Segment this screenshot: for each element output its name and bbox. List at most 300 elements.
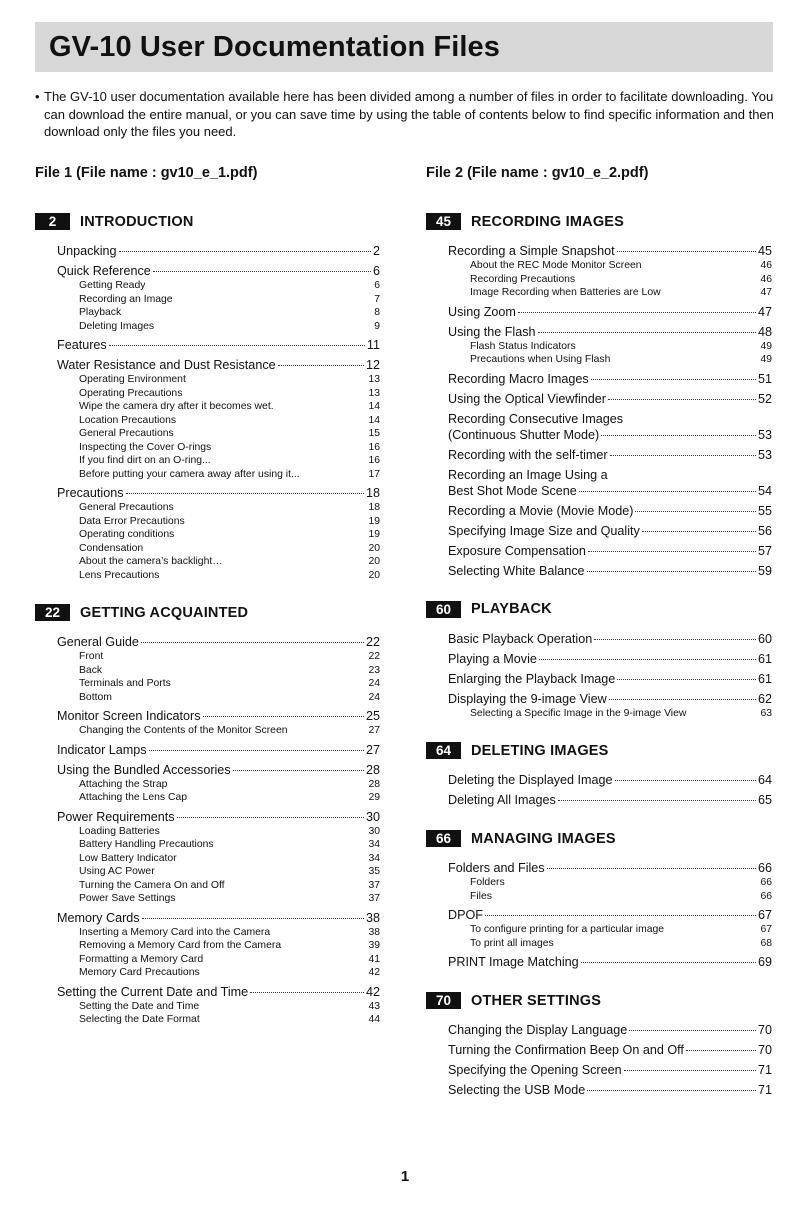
- section-header: [35, 213, 380, 230]
- entry-label: Setting the Current Date and Time: [57, 984, 249, 999]
- toc-entry[interactable]: [57, 708, 380, 738]
- toc-subentry[interactable]: [79, 414, 380, 428]
- section-number-badge: 2: [35, 213, 70, 230]
- entry-page: 18: [365, 486, 380, 500]
- toc-subentry[interactable]: [79, 677, 380, 691]
- section-title: GETTING ACQUAINTED: [80, 604, 249, 621]
- toc-entry[interactable]: [448, 772, 772, 788]
- toc-entry[interactable]: [448, 447, 772, 463]
- entry-row: [57, 809, 380, 825]
- toc-entry[interactable]: [448, 563, 772, 579]
- subentry-label: About the camera’s backlight…: [79, 556, 223, 567]
- subentry-page: 24: [368, 691, 380, 703]
- entry-label: Displaying the 9-image View: [448, 691, 607, 706]
- subentry-page: 46: [760, 273, 772, 285]
- toc-subentry[interactable]: [79, 838, 380, 852]
- entry-row: [448, 651, 772, 667]
- subentry-page: 37: [368, 879, 380, 891]
- entry-label-line1: Recording Consecutive Images: [448, 411, 624, 426]
- subentry-page: 19: [368, 515, 380, 527]
- subentry-page: 27: [368, 725, 380, 736]
- entry-row: [448, 483, 772, 499]
- toc-entry[interactable]: [57, 357, 380, 481]
- dot-leader: [635, 511, 756, 512]
- entry-page: 52: [757, 391, 772, 406]
- subentry-list: [57, 724, 380, 738]
- toc-subentry[interactable]: [79, 650, 380, 664]
- entry-page: 61: [757, 671, 772, 686]
- toc-subentry[interactable]: [79, 778, 380, 792]
- toc-entry[interactable]: [448, 243, 772, 300]
- entry-page: 28: [365, 762, 380, 777]
- entry-label: Selecting White Balance: [448, 563, 585, 578]
- toc-section: [426, 213, 772, 579]
- subentry-label: Recording Precautions: [470, 273, 576, 285]
- toc-subentry[interactable]: [79, 293, 380, 307]
- subentry-page: 15: [368, 428, 380, 439]
- subentry-page: 16: [368, 455, 380, 466]
- subentry-label: Turning the Camera On and Off: [79, 879, 225, 891]
- toc-entry[interactable]: [448, 907, 772, 950]
- toc-entry[interactable]: [57, 485, 380, 582]
- entry-label: Quick Reference: [57, 264, 151, 278]
- dot-leader: [617, 679, 756, 680]
- dot-leader: [278, 365, 364, 366]
- subentry-page: 63: [760, 707, 772, 719]
- section-number-badge: 66: [426, 830, 461, 847]
- entry-page: 27: [365, 742, 380, 757]
- subentry-label: Terminals and Ports: [79, 678, 171, 689]
- section-header: [426, 992, 772, 1009]
- subentry-label: Memory Card Precautions: [79, 967, 200, 978]
- toc-entry[interactable]: [57, 337, 380, 353]
- entry-row: [448, 907, 772, 923]
- subentry-page: 49: [760, 354, 772, 365]
- entry-label: Using the Optical Viewfinder: [448, 391, 606, 406]
- entry-row: [448, 243, 772, 259]
- entry-label: Precautions: [57, 486, 124, 500]
- entry-row: [448, 792, 772, 808]
- entry-row: [57, 243, 380, 259]
- entry-row: [448, 1022, 772, 1038]
- toc-subentry[interactable]: [470, 923, 772, 937]
- toc-entry[interactable]: [448, 324, 772, 367]
- dot-leader: [591, 379, 756, 380]
- entry-page: 12: [365, 358, 380, 372]
- toc-subentry[interactable]: [79, 555, 380, 569]
- entry-row: [57, 337, 380, 353]
- dot-leader: [594, 639, 756, 640]
- subentry-label: Before putting your camera away after using it...: [79, 468, 300, 480]
- entry-label: General Guide: [57, 635, 139, 649]
- toc-subentry[interactable]: [79, 542, 380, 556]
- subentry-label: Operating conditions: [79, 529, 175, 540]
- entry-label: Indicator Lamps: [57, 742, 147, 757]
- subentry-list: [448, 259, 772, 300]
- toc-entry[interactable]: [57, 634, 380, 704]
- dot-leader: [617, 251, 756, 252]
- subentry-page: 20: [368, 542, 380, 554]
- entry-page: 2: [372, 244, 380, 258]
- subentry-page: 68: [760, 937, 772, 949]
- dot-leader: [601, 435, 756, 436]
- entry-page: 64: [757, 773, 772, 787]
- entry-label: Power Requirements: [57, 809, 175, 824]
- subentry-label: Operating Precautions: [79, 387, 183, 399]
- subentry-label: Setting the Date and Time: [79, 1000, 200, 1012]
- entry-row: [448, 1042, 772, 1058]
- subentry-page: 20: [368, 569, 380, 581]
- dot-leader: [126, 493, 364, 494]
- toc-entry[interactable]: [448, 304, 772, 320]
- entry-page: 55: [757, 503, 772, 518]
- subentry-label: Image Recording when Batteries are Low: [470, 287, 661, 298]
- dot-leader: [686, 1050, 756, 1051]
- entry-label: Using the Bundled Accessories: [57, 762, 231, 777]
- subentry-label: Folders: [470, 877, 505, 888]
- toc-subentry[interactable]: [79, 664, 380, 678]
- entry-page: 38: [365, 910, 380, 925]
- entry-label: Recording a Movie (Movie Mode): [448, 503, 634, 518]
- toc-subentry[interactable]: [79, 791, 380, 805]
- entry-row: [448, 954, 772, 970]
- entry-page: 70: [757, 1043, 772, 1057]
- entry-row: [448, 563, 772, 579]
- subentry-page: 14: [368, 414, 380, 426]
- dot-leader: [608, 399, 756, 400]
- subentry-list: [57, 825, 380, 906]
- toc-entry[interactable]: [57, 762, 380, 805]
- subentry-list: [448, 876, 772, 903]
- section-number-badge: 45: [426, 213, 461, 230]
- toc-section: [426, 992, 772, 1098]
- entry-row: [448, 371, 772, 387]
- entry-label: Unpacking: [57, 244, 117, 258]
- subentry-page: 20: [368, 556, 380, 567]
- subentry-label: Inspecting the Cover O-rings: [79, 441, 212, 453]
- toc-entry[interactable]: [448, 631, 772, 647]
- subentry-page: 19: [368, 529, 380, 540]
- toc-entry[interactable]: [448, 1082, 772, 1098]
- entry-page: 71: [757, 1063, 772, 1077]
- entry-page: 60: [757, 631, 772, 646]
- toc-subentry[interactable]: [79, 373, 380, 387]
- toc-entry[interactable]: [448, 467, 772, 499]
- subentry-list: [57, 279, 380, 333]
- entry-label: Best Shot Mode Scene: [448, 483, 577, 498]
- subentry-page: 49: [760, 340, 772, 352]
- subentry-list: [448, 923, 772, 950]
- toc-subentry[interactable]: [79, 528, 380, 542]
- entry-row: [57, 910, 380, 926]
- section-header: [426, 830, 772, 847]
- entry-page: 56: [757, 523, 772, 538]
- subentry-label: Formatting a Memory Card: [79, 953, 204, 965]
- entry-row: [57, 708, 380, 724]
- section-number-badge: 70: [426, 992, 461, 1009]
- entry-label: Basic Playback Operation: [448, 631, 593, 646]
- entry-label: Enlarging the Playback Image: [448, 671, 616, 686]
- section-title: OTHER SETTINGS: [471, 992, 602, 1009]
- toc-subentry[interactable]: [79, 953, 380, 967]
- subentry-label: Selecting a Specific Image in the 9-image View: [470, 707, 687, 719]
- dot-leader: [119, 251, 371, 252]
- subentry-label: About the REC Mode Monitor Screen: [470, 260, 642, 271]
- toc-subentry[interactable]: [470, 259, 772, 273]
- toc-subentry[interactable]: [470, 890, 772, 904]
- page-number: 1: [400, 1168, 410, 1185]
- entry-page: 22: [365, 635, 380, 649]
- dot-leader: [615, 780, 756, 781]
- dot-leader: [250, 992, 364, 993]
- entry-row: [448, 427, 772, 443]
- toc-subentry[interactable]: [79, 400, 380, 414]
- entry-list: [426, 772, 772, 808]
- entry-row: [57, 634, 380, 650]
- toc-entry[interactable]: [448, 1022, 772, 1038]
- entry-label: Selecting the USB Mode: [448, 1083, 586, 1097]
- toc-subentry[interactable]: [79, 501, 380, 515]
- entry-page: 67: [757, 908, 772, 922]
- entry-page: 65: [757, 793, 772, 807]
- toc-entry[interactable]: [57, 984, 380, 1027]
- section-title: MANAGING IMAGES: [471, 830, 616, 847]
- entry-label: Deleting All Images: [448, 793, 556, 807]
- subentry-page: 8: [374, 307, 380, 318]
- toc-entry[interactable]: [448, 691, 772, 721]
- subentry-page: 6: [374, 280, 380, 291]
- toc-subentry[interactable]: [470, 273, 772, 287]
- toc-subentry[interactable]: [79, 454, 380, 468]
- dot-leader: [588, 551, 756, 552]
- subentry-list: [448, 707, 772, 721]
- entry-row: [57, 263, 380, 279]
- page-title: GV-10 User Documentation Files: [49, 30, 501, 63]
- toc-subentry[interactable]: [79, 320, 380, 334]
- toc-entry[interactable]: [448, 543, 772, 559]
- toc-entry[interactable]: [448, 411, 772, 443]
- toc-entry[interactable]: [57, 263, 380, 333]
- entry-list: [426, 1022, 772, 1098]
- entry-page: 45: [757, 244, 772, 258]
- subentry-label: Getting Ready: [79, 280, 146, 291]
- subentry-page: 22: [368, 651, 380, 662]
- toc-entry[interactable]: [448, 391, 772, 407]
- subentry-page: 7: [374, 293, 380, 305]
- subentry-label: Operating Environment: [79, 374, 186, 385]
- toc-subentry[interactable]: [79, 865, 380, 879]
- toc-section: [35, 213, 380, 582]
- entry-page: 69: [757, 955, 772, 969]
- dot-leader: [629, 1030, 756, 1031]
- entry-page: 25: [365, 709, 380, 723]
- bullet-icon: •: [35, 89, 40, 104]
- dot-leader: [624, 1070, 756, 1071]
- toc-subentry[interactable]: [79, 441, 380, 455]
- section-title: PLAYBACK: [471, 601, 552, 617]
- section-header: [426, 742, 772, 759]
- entry-page: 70: [757, 1023, 772, 1037]
- subentry-label: Files: [470, 890, 492, 902]
- toc-entry[interactable]: [448, 651, 772, 667]
- toc-subentry[interactable]: [79, 892, 380, 906]
- toc-subentry[interactable]: [470, 340, 772, 354]
- entry-page: 51: [757, 371, 772, 386]
- subentry-label: Low Battery Indicator: [79, 852, 177, 864]
- toc-subentry[interactable]: [79, 306, 380, 320]
- entry-list: [426, 860, 772, 970]
- toc-subentry[interactable]: [79, 879, 380, 893]
- entry-list: [426, 631, 772, 721]
- subentry-page: 38: [368, 926, 380, 938]
- toc-section: [426, 830, 772, 970]
- file-heading: File 2 (File name : gv10_e_2.pdf): [426, 165, 649, 181]
- toc-subentry[interactable]: [79, 427, 380, 441]
- dot-leader: [610, 455, 756, 456]
- entry-row: [448, 543, 772, 559]
- toc-subentry[interactable]: [79, 724, 380, 738]
- entry-row: [57, 357, 380, 373]
- subentry-page: 42: [368, 967, 380, 978]
- entry-row: [448, 631, 772, 647]
- entry-page: 61: [757, 651, 772, 666]
- dot-leader: [109, 345, 365, 346]
- toc-entry[interactable]: [448, 503, 772, 519]
- toc-subentry[interactable]: [79, 825, 380, 839]
- subentry-page: 46: [760, 260, 772, 271]
- entry-row: [448, 304, 772, 320]
- toc-entry[interactable]: [448, 792, 772, 808]
- toc-subentry[interactable]: [79, 468, 380, 482]
- subentry-page: 34: [368, 852, 380, 864]
- subentry-label: Precautions when Using Flash: [470, 354, 611, 365]
- intro-text: The GV-10 user documentation available here has been divided among a number of files in order to facilitate downloading. You can download the entire manual, or you can save time by using the table of contents below to find specific information and then download only the files you need.: [44, 89, 774, 139]
- toc-subentry[interactable]: [79, 691, 380, 705]
- toc-entry[interactable]: [448, 860, 772, 903]
- toc-subentry[interactable]: [79, 1013, 380, 1027]
- dot-leader: [233, 770, 364, 771]
- entry-list: [35, 634, 380, 1027]
- subentry-page: 47: [760, 287, 772, 298]
- subentry-page: 34: [368, 839, 380, 850]
- subentry-list: [57, 501, 380, 582]
- toc-subentry[interactable]: [79, 939, 380, 953]
- toc-subentry[interactable]: [79, 1000, 380, 1014]
- subentry-label: Battery Handling Precautions: [79, 839, 214, 850]
- toc-entry[interactable]: [57, 742, 380, 758]
- toc-entry[interactable]: [57, 910, 380, 980]
- entry-label: Turning the Confirmation Beep On and Off: [448, 1043, 684, 1057]
- toc-entry[interactable]: [57, 243, 380, 259]
- toc-section: [426, 742, 772, 808]
- entry-label: Monitor Screen Indicators: [57, 709, 201, 723]
- toc-subentry[interactable]: [470, 286, 772, 300]
- toc-subentry[interactable]: [79, 279, 380, 293]
- toc-subentry[interactable]: [79, 569, 380, 583]
- toc-entry[interactable]: [448, 1062, 772, 1078]
- section-title: RECORDING IMAGES: [471, 213, 625, 230]
- section-number-badge: 64: [426, 742, 461, 759]
- entry-label: Deleting the Displayed Image: [448, 773, 613, 787]
- subentry-page: 24: [368, 678, 380, 689]
- toc-entry[interactable]: [448, 671, 772, 687]
- dot-leader: [153, 271, 371, 272]
- entry-row: [448, 691, 772, 707]
- entry-page: 53: [757, 447, 772, 462]
- dot-leader: [558, 800, 756, 801]
- dot-leader: [547, 868, 756, 869]
- subentry-page: 37: [368, 893, 380, 904]
- toc-subentry[interactable]: [470, 707, 772, 721]
- toc-entry[interactable]: [448, 523, 772, 539]
- subentry-label: Condensation: [79, 542, 144, 554]
- section-number-badge: 22: [35, 604, 70, 621]
- toc-subentry[interactable]: [470, 876, 772, 890]
- toc-subentry[interactable]: [470, 937, 772, 951]
- toc-section: [35, 604, 380, 1027]
- entry-row: [448, 860, 772, 876]
- file-heading: File 1 (File name : gv10_e_1.pdf): [35, 165, 258, 181]
- toc-section: [426, 601, 772, 721]
- entry-row: [448, 772, 772, 788]
- entry-list: [35, 243, 380, 582]
- subentry-page: 14: [368, 401, 380, 412]
- subentry-list: [57, 1000, 380, 1027]
- dot-leader: [538, 332, 756, 333]
- subentry-page: 67: [760, 924, 772, 935]
- toc-entry[interactable]: [57, 809, 380, 906]
- dot-leader: [609, 699, 756, 700]
- subentry-label: Bottom: [79, 691, 112, 703]
- dot-leader: [142, 918, 364, 919]
- subentry-page: 30: [368, 825, 380, 837]
- toc-subentry[interactable]: [79, 852, 380, 866]
- entry-label: Specifying Image Size and Quality: [448, 523, 640, 538]
- entry-label-line1: Recording an Image Using a: [448, 467, 608, 482]
- dot-leader: [587, 571, 756, 572]
- subentry-label: Using AC Power: [79, 866, 155, 877]
- entry-label: Recording with the self-timer: [448, 447, 608, 462]
- toc-subentry[interactable]: [79, 387, 380, 401]
- subentry-label: Back: [79, 664, 103, 676]
- dot-leader: [485, 915, 756, 916]
- toc-entry[interactable]: [448, 1042, 772, 1058]
- subentry-page: 13: [368, 374, 380, 385]
- entry-label: Changing the Display Language: [448, 1023, 628, 1037]
- title-bar: [35, 22, 773, 72]
- toc-subentry[interactable]: [79, 966, 380, 980]
- section-title: DELETING IMAGES: [471, 742, 609, 759]
- toc-subentry[interactable]: [79, 515, 380, 529]
- subentry-page: 43: [368, 1000, 380, 1012]
- subentry-page: 23: [368, 664, 380, 676]
- entry-label: Recording Macro Images: [448, 371, 589, 386]
- toc-subentry[interactable]: [79, 926, 380, 940]
- toc-subentry[interactable]: [470, 353, 772, 367]
- subentry-label: Lens Precautions: [79, 569, 160, 581]
- toc-entry[interactable]: [448, 954, 772, 970]
- subentry-label: Location Precautions: [79, 414, 177, 426]
- section-header: [35, 604, 380, 621]
- entry-row: [57, 762, 380, 778]
- entry-label: Exposure Compensation: [448, 543, 586, 558]
- entry-label: Playing a Movie: [448, 651, 537, 666]
- subentry-page: 9: [374, 320, 380, 332]
- section-number-badge: 60: [426, 601, 461, 618]
- subentry-page: 28: [368, 778, 380, 790]
- subentry-list: [57, 650, 380, 704]
- toc-entry[interactable]: [448, 371, 772, 387]
